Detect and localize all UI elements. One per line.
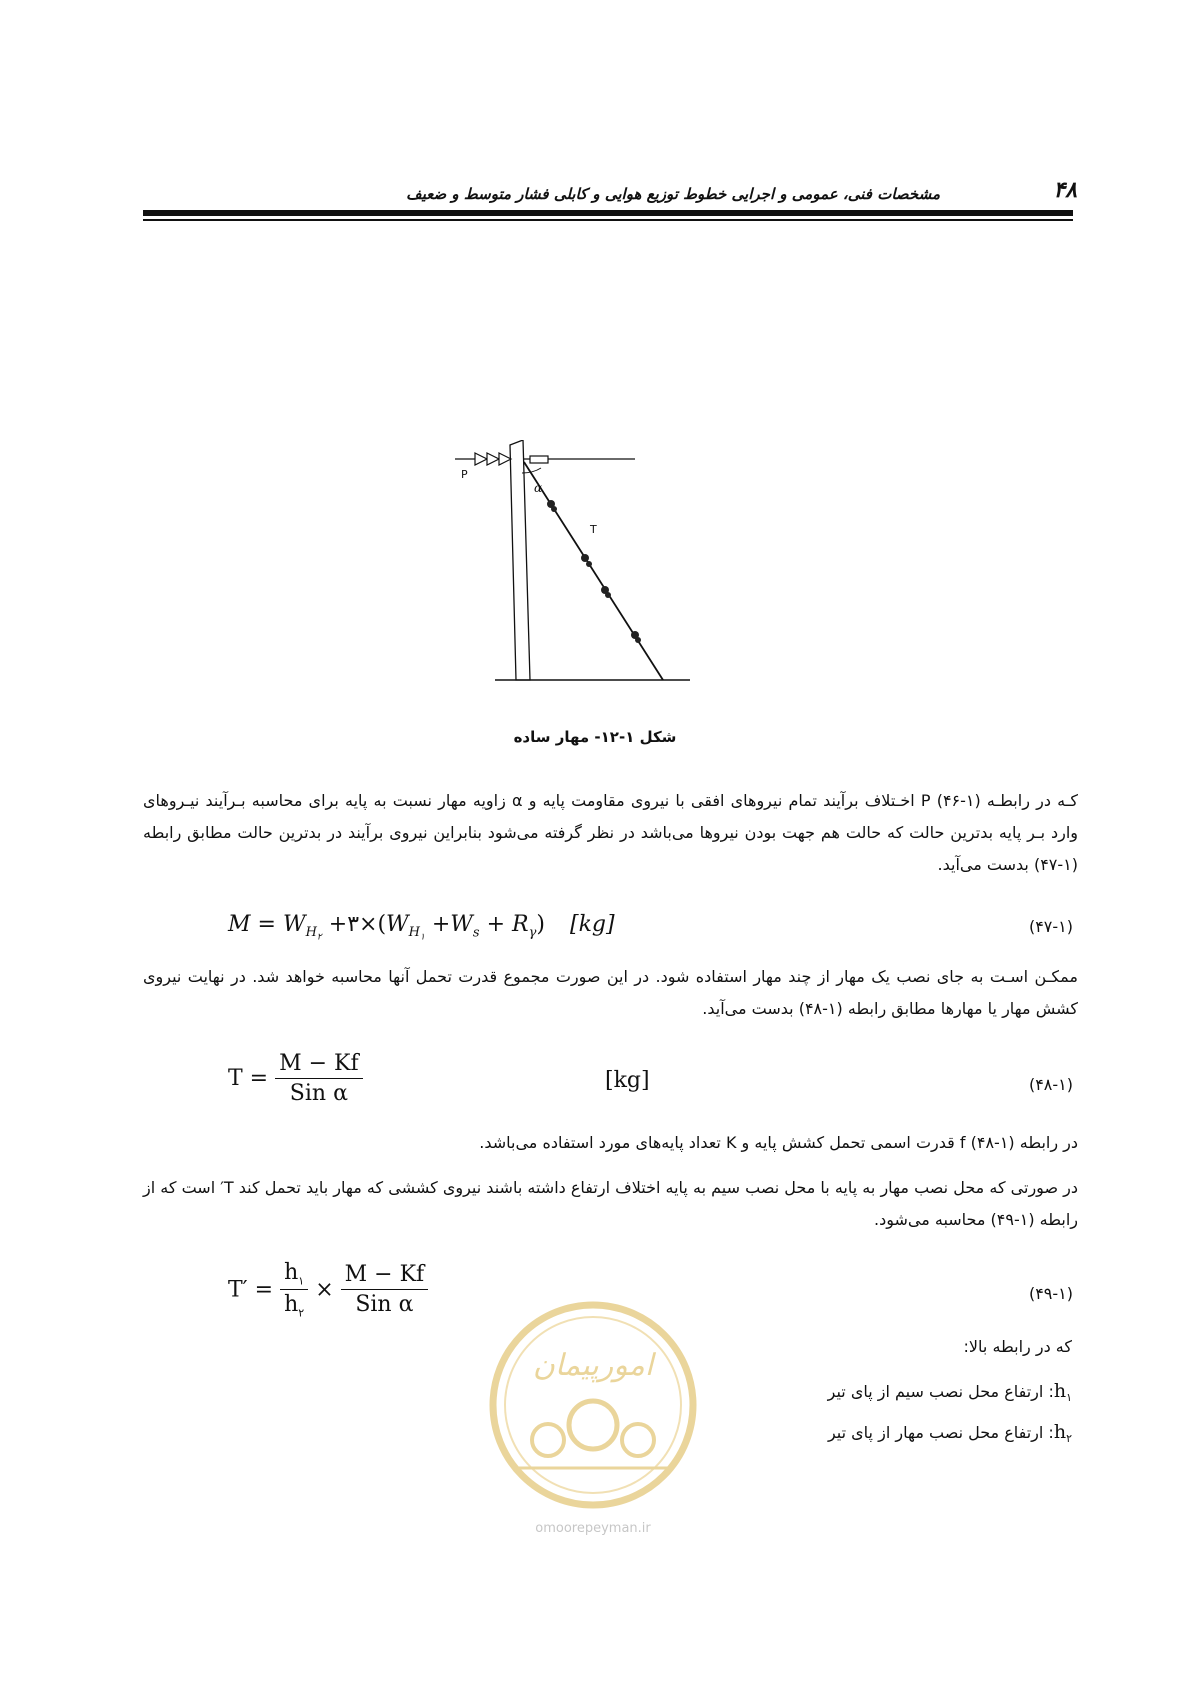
header-rule-thin [143, 219, 1073, 221]
legend-h2 [828, 1421, 1072, 1445]
guy-wire [524, 462, 663, 680]
eq49-lhs: T′ = [228, 1277, 274, 1303]
eq48-numerator: M − Kf [275, 1051, 363, 1079]
legend-intro: که در رابطه بالا: [963, 1337, 1072, 1356]
equation-48 [228, 1051, 363, 1106]
alpha-label: α [534, 481, 543, 495]
eq47-w2: W [386, 912, 409, 937]
eq47-rv: + R [486, 912, 529, 937]
paragraph-f-k-definition: در رابطه (۱-۴۸) f قدرت اسمی تحمل کشش پایه و K تعداد پایه‌های مورد استفاده می‌باشد. [479, 1133, 1078, 1152]
eq47-w2-subsub: ۱ [420, 932, 425, 943]
figure-caption: شکل ۱-۱۲- مهار ساده [513, 728, 677, 746]
running-header-title: مشخصات فنی، عمومی و اجرایی خطوط توزیع هوایی و کابلی فشار متوسط و ضعیف [406, 185, 940, 203]
eq49-h-num: h [284, 1260, 299, 1285]
eq49-number: (۴۹-۱) [1028, 1284, 1073, 1303]
eq49-fraction [341, 1262, 429, 1317]
watermark-logo-text: امورپیمان [532, 1348, 654, 1383]
eq47-w2-sub: H [408, 925, 421, 941]
equation-49 [228, 1260, 428, 1320]
pole-bracket [530, 456, 548, 463]
eq49-h-den: h [284, 1292, 299, 1318]
paragraph-intro: کـه در رابطـه (۱-۴۶) P اخـتلاف برآیند تمام نیروهای افقی با نیروی مقاومت پایه و α زاویه مهار نسبت به پایه برای محاسبه بـرآیند نیـروهای وارد بـر پایه بدترین حالت که حالت هم جهت بودن نیروها می‌باشد در نظر گرفته می‌شود بنابراین نیروی برآیند در بدترین حالت مطابق رابطه (۱-۴۷) بدست می‌آید. [143, 791, 1079, 874]
legend-h1-sub: ۱ [1066, 1391, 1072, 1405]
paragraph-height-difference: در صورتی که محل نصب مهار به پایه با محل نصب سیم به پایه اختلاف ارتفاع داشته باشند نیروی کششی که مهار باید تحمل کند T′ است که از رابطه (۱-۴۹) محاسبه می‌شود. [143, 1178, 1078, 1229]
legend-h1 [828, 1380, 1072, 1404]
alpha-arc [522, 468, 541, 473]
eq48-number: (۴۸-۱) [1028, 1075, 1073, 1094]
eq49-times: × [315, 1277, 334, 1303]
equation-47 [228, 912, 545, 943]
watermark-logo [478, 1300, 708, 1540]
eq47-number: (۴۷-۱) [1028, 917, 1073, 936]
simple-guy-figure [455, 440, 735, 695]
eq47-w1: W [282, 912, 306, 937]
legend-h2-sub: ۲ [1066, 1432, 1072, 1446]
eq48-fraction [275, 1051, 363, 1106]
eq47-plus-three: +۳×( [328, 912, 387, 937]
eq47-w1-sub: H [305, 925, 317, 941]
eq49-height-fraction [280, 1260, 308, 1320]
eq49-h-den-sub: ۲ [298, 1306, 305, 1320]
eq47-close: ) [536, 912, 545, 937]
page-number: ۴۸ [1053, 178, 1077, 203]
eq47-ws-sub: s [472, 925, 480, 941]
legend-h2-symbol: h [1053, 1421, 1067, 1443]
force-p-label: P [461, 468, 468, 481]
eq49-denominator: Sin α [355, 1292, 414, 1318]
pole [510, 440, 530, 680]
eq49-numerator: M − Kf [341, 1262, 429, 1290]
header-rule-thick [143, 210, 1073, 216]
watermark-site: omoorepeyman.ir [535, 1521, 651, 1536]
eq47-unit: [kg] [570, 912, 615, 937]
eq48-unit: [kg] [605, 1068, 650, 1093]
legend-h1-text: : ارتفاع محل نصب سیم از پای تیر [827, 1382, 1054, 1401]
eq47-w1-subsub: ۲ [316, 932, 322, 943]
paragraph-multiple-guys: ممکـن اسـت به جای نصب یک مهار از چند مهار استفاده شود. در این صورت مجموع قدرت تحمل آنها محاسبه خواهد شد. در نهایت نیروی کشش مهار یا مهارها مطابق رابطه (۱-۴۸) بدست می‌آید. [143, 967, 1078, 1018]
tension-t-label: T [590, 523, 597, 536]
eq47-rv-sub: γ [528, 925, 537, 941]
eq49-h-num-sub: ۱ [298, 1274, 305, 1288]
eq47-lhs: M = [228, 912, 276, 937]
legend-h1-symbol: h [1053, 1380, 1067, 1402]
eq48-lhs: T = [228, 1066, 269, 1091]
legend-h2-text: : ارتفاع محل نصب مهار از پای تیر [827, 1423, 1054, 1442]
eq47-ws: +W [431, 912, 473, 937]
force-arrows [475, 453, 511, 465]
eq48-denominator: Sin α [289, 1081, 348, 1106]
